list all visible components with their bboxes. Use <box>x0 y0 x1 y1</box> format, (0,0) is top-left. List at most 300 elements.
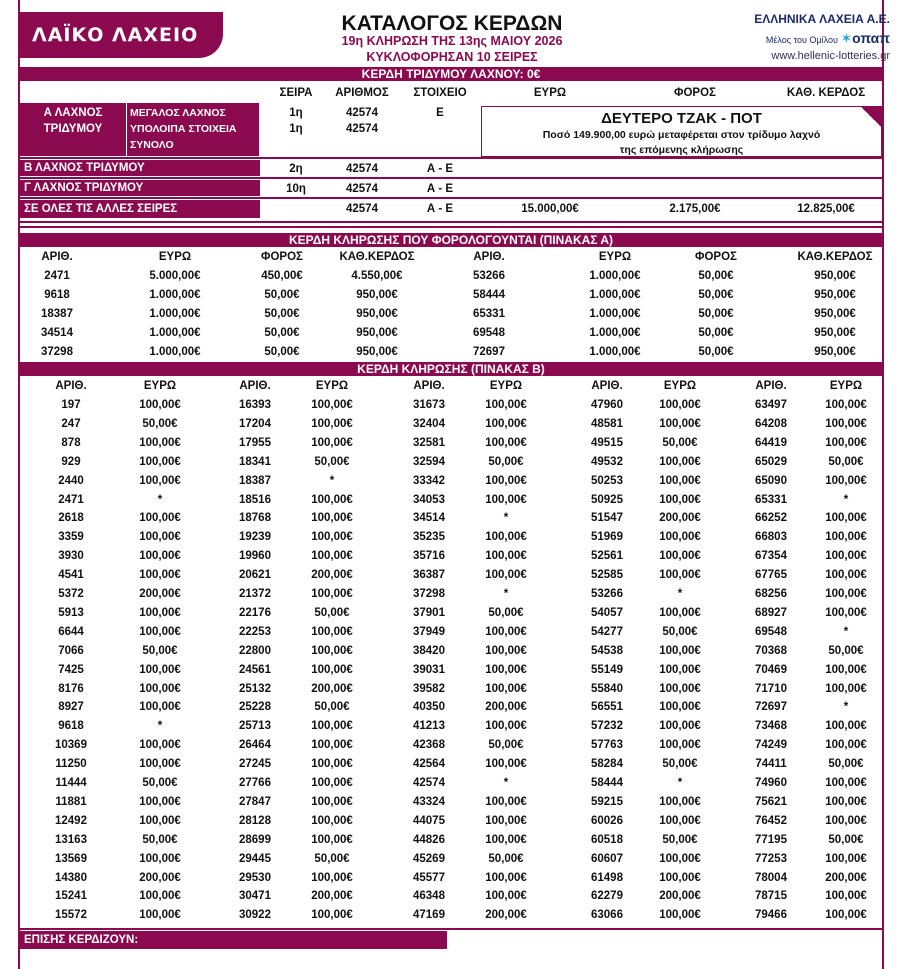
table-b-cell-euro: 50,00€ <box>314 852 350 865</box>
table-b-cell-num: 74249 <box>755 739 787 752</box>
table-b-cell-num: 42564 <box>413 758 445 771</box>
table-b-header-num: ΑΡΙΘ. <box>55 380 87 392</box>
also-win-label: ΕΠΙΣΗΣ ΚΕΡΔΙΖΟΥΝ: <box>24 934 139 946</box>
table-b-cell-num: 66252 <box>755 512 787 525</box>
table-a-header-net: ΚΑΘ.ΚΕΡΔΟΣ <box>339 251 415 263</box>
table-b-cell-euro: 100,00€ <box>659 531 701 544</box>
table-b-cell-num: 27766 <box>239 777 271 789</box>
table-b-cell-num: 49532 <box>591 455 623 468</box>
table-b-cell-euro: 200,00€ <box>659 512 701 525</box>
table-b-cell-num: 64208 <box>755 417 787 430</box>
table-b-cell-euro: 100,00€ <box>139 625 181 638</box>
table-b-cell-num: 7425 <box>58 663 84 676</box>
table-a-header-euro: ΕΥΡΩ <box>598 251 632 263</box>
table-b-cell-num: 78715 <box>755 890 787 903</box>
col-tax: ΦΟΡΟΣ <box>674 87 716 99</box>
table-b-cell-euro: 50,00€ <box>488 852 524 865</box>
table-b-cell-euro: 200,00€ <box>825 871 867 884</box>
table-b-cell-euro: 100,00€ <box>311 625 353 638</box>
divider <box>20 157 882 159</box>
table-b-cell-euro: 100,00€ <box>139 550 181 563</box>
table-a-cell-net: 950,00€ <box>814 308 856 320</box>
a2-series: 1η <box>289 123 303 135</box>
table-b-cell-num: 18768 <box>239 512 271 525</box>
table-b-cell-num: 32581 <box>413 436 445 449</box>
table-b-cell-num: 29530 <box>239 871 271 884</box>
table-b-cell-euro: 100,00€ <box>139 909 181 922</box>
table-a-header-net: ΚΑΘ.ΚΕΡΔΟΣ <box>797 251 873 263</box>
table-b-cell-euro: 100,00€ <box>139 682 181 695</box>
table-b-cell-euro: 100,00€ <box>485 814 527 827</box>
table-b-cell-num: 64419 <box>755 436 787 449</box>
table-b-cell-num: 25228 <box>239 701 271 714</box>
table-b-cell-num: 77253 <box>755 852 787 865</box>
a2-number: 42574 <box>346 123 378 135</box>
table-b-cell-num: 16393 <box>239 399 271 411</box>
table-b-cell-euro: 100,00€ <box>485 474 527 487</box>
table-b-cell-euro: 100,00€ <box>139 852 181 865</box>
table-b-cell-euro: 100,00€ <box>485 493 527 506</box>
table-b-cell-euro: 100,00€ <box>311 795 353 808</box>
table-b-cell-euro: 100,00€ <box>139 399 181 411</box>
table-b-cell-num: 4541 <box>58 569 84 582</box>
table-b-cell-euro: 50,00€ <box>314 455 350 468</box>
table-b-cell-euro: 200,00€ <box>139 871 181 884</box>
table-b-header-num: ΑΡΙΘ. <box>591 380 623 392</box>
org-member <box>720 30 890 47</box>
table-b-cell-num: 197 <box>61 399 81 411</box>
table-b-cell-euro: * <box>843 625 849 638</box>
table-a-cell-tax: 50,00€ <box>698 270 734 282</box>
table-b-cell-num: 46348 <box>413 890 445 903</box>
table-b-cell-num: 53266 <box>591 588 623 600</box>
table-b-cell-num: 19239 <box>239 531 271 544</box>
table-a-cell-euro: 1.000,00€ <box>149 327 201 339</box>
b-label: Β ΛΑΧΝΟΣ ΤΡΙΔΥΜΟΥ <box>24 162 145 174</box>
table-a-header-tax: ΦΟΡΟΣ <box>261 251 303 263</box>
table-b-header-euro: ΕΥΡΩ <box>829 380 863 392</box>
table-b-cell-num: 32404 <box>413 417 445 430</box>
table-b-cell-euro: 100,00€ <box>485 890 527 903</box>
table-b-cell-num: 45269 <box>413 852 445 865</box>
table-b-cell-num: 43324 <box>413 795 445 808</box>
table-b-cell-euro: 50,00€ <box>828 758 864 771</box>
table-b-cell-euro: 100,00€ <box>825 663 867 676</box>
table-b-cell-num: 63497 <box>755 399 787 411</box>
table-a-cell-euro: 1.000,00€ <box>149 346 201 358</box>
table-b-cell-num: 52561 <box>591 550 623 563</box>
table-a-cell-euro: 1.000,00€ <box>149 308 201 320</box>
table-a-header-num: ΑΡΙΘ. <box>473 251 505 263</box>
table-b-cell-euro: 200,00€ <box>311 890 353 903</box>
table-b-cell-euro: 100,00€ <box>311 871 353 884</box>
table-b-cell-euro: 100,00€ <box>485 720 527 733</box>
table-b-cell-num: 17955 <box>239 436 271 449</box>
table-b-cell-num: 18387 <box>239 474 271 487</box>
table-b-cell-num: 50925 <box>591 493 623 506</box>
table-b-cell-euro: 50,00€ <box>142 417 178 430</box>
table-b-cell-euro: 100,00€ <box>139 455 181 468</box>
table-b-cell-euro: 200,00€ <box>311 682 353 695</box>
table-b-cell-euro: * <box>843 701 849 714</box>
all-number: 42574 <box>346 203 378 215</box>
table-a-cell-net: 950,00€ <box>356 308 398 320</box>
table-b-cell-num: 3930 <box>58 550 84 563</box>
table-b-cell-euro: * <box>157 720 163 733</box>
table-b-header-euro: ΕΥΡΩ <box>663 380 697 392</box>
table-b-cell-euro: 100,00€ <box>311 417 353 430</box>
table-b-cell-num: 26464 <box>239 739 271 752</box>
table-b-cell-num: 11881 <box>55 795 87 808</box>
table-b-cell-euro: 50,00€ <box>488 455 524 468</box>
table-b-cell-euro: 100,00€ <box>139 758 181 771</box>
b-number: 42574 <box>346 163 378 175</box>
website[interactable]: www.hellenic-lotteries.gr <box>771 50 890 62</box>
table-b-cell-euro: 100,00€ <box>485 663 527 676</box>
table-b-cell-num: 247 <box>61 417 81 430</box>
table-b-cell-euro: 100,00€ <box>659 493 701 506</box>
table-b-cell-num: 57232 <box>591 720 623 733</box>
table-a-cell-tax: 50,00€ <box>698 327 734 339</box>
table-b-cell-euro: 100,00€ <box>485 871 527 884</box>
table-b-cell-num: 2440 <box>58 474 84 487</box>
org-name: ΕΛΛΗΝΙΚΑ ΛΑΧΕΙΑ Α.Ε. <box>754 12 890 26</box>
table-b-cell-num: 30471 <box>239 890 271 903</box>
table-b-cell-num: 20621 <box>239 569 271 582</box>
table-b-cell-euro: 100,00€ <box>659 795 701 808</box>
table-b-cell-num: 54057 <box>591 606 623 619</box>
table-b-cell-euro: 50,00€ <box>828 644 864 657</box>
table-b-cell-euro: 100,00€ <box>825 795 867 808</box>
table-b-cell-num: 44075 <box>413 814 445 827</box>
jackpot-line-1: Ποσό 149.900,00 ευρώ μεταφέρεται στον τρίδυμο λαχνό <box>542 129 821 141</box>
table-b-cell-num: 37901 <box>413 606 445 619</box>
table-b-cell-num: 15241 <box>55 890 87 903</box>
table-b-cell-euro: 100,00€ <box>659 814 701 827</box>
table-b-cell-num: 58284 <box>591 758 623 771</box>
table-b-cell-num: 13163 <box>55 833 87 846</box>
table-a-header-euro: ΕΥΡΩ <box>158 251 192 263</box>
table-b-cell-num: 74960 <box>755 777 787 789</box>
table-b-cell-euro: 200,00€ <box>139 588 181 600</box>
table-b-cell-euro: 100,00€ <box>485 644 527 657</box>
table-b-cell-num: 60607 <box>591 852 623 865</box>
member-prefix: Μέλος του Ομίλου <box>765 35 838 45</box>
table-a-cell-net: 950,00€ <box>814 346 856 358</box>
table-b-cell-euro: 50,00€ <box>142 644 178 657</box>
table-a-cell-tax: 50,00€ <box>264 289 300 301</box>
table-b-cell-euro: 100,00€ <box>139 512 181 525</box>
table-b-cell-num: 38420 <box>413 644 445 657</box>
a-sub-2: ΥΠΟΛΟΙΠΑ ΣΤΟΙΧΕΙΑ <box>130 123 237 135</box>
divider <box>20 221 882 223</box>
table-a-cell-num: 37298 <box>41 346 73 358</box>
table-b-cell-num: 67765 <box>755 569 787 582</box>
table-b-cell-euro: 50,00€ <box>662 625 698 638</box>
table-a-cell-num: 53266 <box>473 270 505 282</box>
table-b-cell-euro: 100,00€ <box>139 663 181 676</box>
table-a-cell-net: 950,00€ <box>356 327 398 339</box>
table-a-cell-euro: 1.000,00€ <box>149 289 201 301</box>
table-a-cell-num: 69548 <box>473 327 505 339</box>
table-b-cell-euro: 100,00€ <box>311 436 353 449</box>
table-a-cell-net: 950,00€ <box>356 289 398 301</box>
table-b-cell-euro: 100,00€ <box>139 569 181 582</box>
table-b-cell-num: 6644 <box>58 625 84 638</box>
b-series: 2η <box>289 163 303 175</box>
table-b-cell-euro: 100,00€ <box>311 644 353 657</box>
table-a-cell-num: 18387 <box>41 308 73 320</box>
table-b-cell-euro: 100,00€ <box>485 417 527 430</box>
table-b-cell-num: 5913 <box>58 606 84 619</box>
g-label: Γ ΛΑΧΝΟΣ ΤΡΙΔΥΜΟΥ <box>24 182 144 194</box>
table-b-cell-num: 70469 <box>755 663 787 676</box>
table-b-cell-num: 58444 <box>591 777 623 789</box>
table-a-header-tax: ΦΟΡΟΣ <box>695 251 737 263</box>
all-label: ΣΕ ΟΛΕΣ ΤΙΣ ΑΛΛΕΣ ΣΕΙΡΕΣ <box>24 203 178 215</box>
table-b-cell-euro: 50,00€ <box>828 455 864 468</box>
a1-number: 42574 <box>346 107 378 119</box>
a-label-1: Α ΛΑΧΝΟΣ <box>43 107 103 119</box>
b-element: Α - Ε <box>426 163 454 175</box>
table-a-cell-euro: 1.000,00€ <box>589 308 641 320</box>
table-b-cell-num: 68927 <box>755 606 787 619</box>
table-b-cell-num: 71710 <box>755 682 787 695</box>
table-b-cell-num: 55149 <box>591 663 623 676</box>
logo: ΛΑΪΚΟ ΛΑΧΕΙΟ <box>18 12 223 58</box>
table-b-cell-num: 44826 <box>413 833 445 846</box>
table-b-cell-num: 74411 <box>755 758 787 771</box>
table-b-cell-euro: 100,00€ <box>485 682 527 695</box>
table-a-cell-net: 950,00€ <box>356 346 398 358</box>
table-b-cell-euro: 200,00€ <box>485 701 527 714</box>
table-a-cell-num: 34514 <box>41 327 73 339</box>
table-b-cell-euro: 100,00€ <box>139 739 181 752</box>
table-b-cell-euro: * <box>157 493 163 506</box>
table-b-cell-euro: 100,00€ <box>311 814 353 827</box>
table-a-cell-euro: 1.000,00€ <box>589 327 641 339</box>
member-brand: οπαπ <box>852 30 890 46</box>
table-b-cell-euro: * <box>503 777 509 789</box>
table-b-cell-euro: 100,00€ <box>825 436 867 449</box>
table-b-cell-euro: 100,00€ <box>311 909 353 922</box>
table-b-cell-num: 69548 <box>755 625 787 638</box>
table-b-cell-euro: 100,00€ <box>311 512 353 525</box>
table-b-cell-euro: * <box>503 512 509 525</box>
table-b-cell-num: 41213 <box>413 720 445 733</box>
table-b-cell-num: 9618 <box>58 720 84 733</box>
table-b-cell-num: 21372 <box>239 588 271 600</box>
table-b-cell-num: 73468 <box>755 720 787 733</box>
col-series: ΣΕΙΡΑ <box>279 87 313 99</box>
table-a-cell-tax: 50,00€ <box>264 327 300 339</box>
col-euro: ΕΥΡΩ <box>533 87 567 99</box>
table-b-cell-num: 62279 <box>591 890 623 903</box>
table-b-cell-euro: 100,00€ <box>659 606 701 619</box>
table-a-cell-net: 950,00€ <box>814 270 856 282</box>
table-b-cell-euro: 100,00€ <box>825 399 867 411</box>
table-b-cell-num: 15572 <box>55 909 87 922</box>
table-b-header-euro: ΕΥΡΩ <box>489 380 523 392</box>
table-b-cell-num: 60518 <box>591 833 623 846</box>
table-b-cell-num: 3359 <box>58 531 84 544</box>
table-b-cell-num: 14380 <box>55 871 87 884</box>
table-b-cell-num: 59215 <box>591 795 623 808</box>
table-b-cell-euro: 100,00€ <box>485 758 527 771</box>
table-a-cell-num: 58444 <box>473 289 505 301</box>
a1-series: 1η <box>289 107 303 119</box>
table-a-cell-net: 4.550,00€ <box>351 270 403 282</box>
table-b-cell-euro: 100,00€ <box>659 909 701 922</box>
table-a-cell-net: 950,00€ <box>814 289 856 301</box>
table-a-cell-tax: 50,00€ <box>698 346 734 358</box>
table-b-cell-num: 30922 <box>239 909 271 922</box>
all-tax: 2.175,00€ <box>669 203 721 215</box>
col-net: ΚΑΘ. ΚΕΡΔΟΣ <box>786 87 866 99</box>
table-b-cell-num: 68256 <box>755 588 787 600</box>
table-b-cell-euro: 50,00€ <box>662 758 698 771</box>
table-b-cell-euro: 100,00€ <box>825 474 867 487</box>
table-b-cell-euro: 100,00€ <box>825 852 867 865</box>
table-b-cell-euro: 100,00€ <box>825 890 867 903</box>
table-b-cell-euro: 100,00€ <box>485 399 527 411</box>
a-label-2: ΤΡΙΔΥΜΟΥ <box>43 123 103 135</box>
g-element: Α - Ε <box>426 183 454 195</box>
table-b-cell-num: 39031 <box>413 663 445 676</box>
table-a-cell-num: 9618 <box>44 289 70 301</box>
table-b-cell-euro: 200,00€ <box>485 909 527 922</box>
table-b-cell-euro: 100,00€ <box>139 701 181 714</box>
table-b-cell-euro: 200,00€ <box>311 569 353 582</box>
table-b-cell-num: 8927 <box>58 701 84 714</box>
all-element: Α - Ε <box>426 203 454 215</box>
table-b-cell-num: 51547 <box>591 512 623 525</box>
table-b-cell-num: 27245 <box>239 758 271 771</box>
table-b-cell-num: 70368 <box>755 644 787 657</box>
table-b-cell-euro: * <box>329 474 335 487</box>
table-b-cell-num: 51969 <box>591 531 623 544</box>
divider <box>20 928 882 930</box>
table-b-cell-num: 29445 <box>239 852 271 865</box>
g-series: 10η <box>286 183 306 195</box>
table-b-cell-num: 36387 <box>413 569 445 582</box>
table-b-cell-num: 52585 <box>591 569 623 582</box>
table-b-cell-euro: 50,00€ <box>828 833 864 846</box>
table-b-cell-euro: 50,00€ <box>662 436 698 449</box>
a-sub-3: ΣΥΝΟΛΟ <box>130 139 174 151</box>
table-b-cell-num: 39582 <box>413 682 445 695</box>
table-b-cell-euro: 100,00€ <box>139 890 181 903</box>
table-b-cell-euro: 100,00€ <box>485 833 527 846</box>
table-b-cell-num: 17204 <box>239 417 271 430</box>
table-b-cell-num: 8176 <box>58 682 84 695</box>
triple-bar: ΚΕΡΔΗ ΤΡΙΔΥΜΟΥ ΛΑΧΝΟΥ: 0€ <box>20 67 882 81</box>
table-b-cell-euro: 100,00€ <box>825 682 867 695</box>
table-b-cell-num: 45577 <box>413 871 445 884</box>
table-b-cell-euro: 100,00€ <box>659 644 701 657</box>
table-b-cell-euro: 100,00€ <box>311 758 353 771</box>
table-b-cell-num: 31673 <box>413 399 445 411</box>
jackpot-line-2: της επόμενης κλήρωσης <box>619 144 744 156</box>
jackpot-title: ΔΕΥΤΕΡΟ ΤΖΑΚ - ΠΟΤ <box>601 110 762 127</box>
table-b-cell-num: 12492 <box>55 814 87 827</box>
table-b-cell-num: 28699 <box>239 833 271 846</box>
table-b-cell-euro: 100,00€ <box>311 550 353 563</box>
table-b-cell-euro: 200,00€ <box>659 890 701 903</box>
table-b-cell-num: 61498 <box>591 871 623 884</box>
table-b-cell-num: 24561 <box>239 663 271 676</box>
table-b-cell-euro: 100,00€ <box>311 720 353 733</box>
table-a-cell-euro: 1.000,00€ <box>589 346 641 358</box>
table-a-cell-euro: 5.000,00€ <box>149 270 201 282</box>
page-title: ΚΑΤΑΛΟΓΟΣ ΚΕΡΔΩΝ <box>341 12 563 35</box>
table-a-cell-euro: 1.000,00€ <box>589 289 641 301</box>
table-b-cell-num: 65029 <box>755 455 787 468</box>
table-b-cell-num: 929 <box>61 455 81 468</box>
table-a-cell-euro: 1.000,00€ <box>589 270 641 282</box>
table-b-cell-num: 37298 <box>413 588 445 600</box>
col-number: ΑΡΙΘΜΟΣ <box>335 87 389 99</box>
table-b-cell-num: 55840 <box>591 682 623 695</box>
table-b-cell-num: 66803 <box>755 531 787 544</box>
table-b-cell-euro: 100,00€ <box>659 852 701 865</box>
table-a-cell-num: 72697 <box>473 346 505 358</box>
table-b-cell-num: 7066 <box>58 644 84 657</box>
table-b-cell-euro: 100,00€ <box>311 833 353 846</box>
table-b-cell-euro: 100,00€ <box>485 531 527 544</box>
table-b-cell-num: 27847 <box>239 795 271 808</box>
table-b-cell-euro: 100,00€ <box>311 399 353 411</box>
table-b-cell-num: 2618 <box>58 512 84 525</box>
circulated-info: ΚΥΚΛΟΦΟΡΗΣΑΝ 10 ΣΕΙΡΕΣ <box>366 50 538 64</box>
table-b-cell-num: 13569 <box>55 852 87 865</box>
table-b-cell-num: 75621 <box>755 795 787 808</box>
table-b-cell-euro: 100,00€ <box>825 417 867 430</box>
table-b-cell-euro: 100,00€ <box>311 493 353 506</box>
table-b-cell-num: 35235 <box>413 531 445 544</box>
table-b-cell-num: 5372 <box>58 588 84 600</box>
table-b-cell-euro: 100,00€ <box>139 531 181 544</box>
table-b-cell-num: 19960 <box>239 550 271 563</box>
table-b-cell-euro: 100,00€ <box>659 720 701 733</box>
table-b-cell-euro: 100,00€ <box>139 606 181 619</box>
table-b-cell-num: 54538 <box>591 644 623 657</box>
table-b-cell-num: 56551 <box>591 701 623 714</box>
table-a-cell-tax: 50,00€ <box>264 346 300 358</box>
table-b-cell-num: 37949 <box>413 625 445 638</box>
all-euro: 15.000,00€ <box>521 203 579 215</box>
table-b-cell-euro: 100,00€ <box>659 663 701 676</box>
table-b-cell-num: 22800 <box>239 644 271 657</box>
table-b-cell-euro: 100,00€ <box>659 550 701 563</box>
table-b-cell-euro: 100,00€ <box>825 814 867 827</box>
table-b-cell-euro: 100,00€ <box>311 531 353 544</box>
table-b-cell-num: 878 <box>61 436 81 449</box>
table-a-cell-net: 950,00€ <box>814 327 856 339</box>
table-b-cell-euro: * <box>677 777 683 789</box>
table-b-cell-num: 22176 <box>239 606 271 619</box>
table-b-cell-euro: 100,00€ <box>485 625 527 638</box>
table-a-cell-tax: 50,00€ <box>698 308 734 320</box>
table-b-cell-euro: 100,00€ <box>311 588 353 600</box>
table-b-cell-euro: 100,00€ <box>659 399 701 411</box>
table-b-cell-num: 47169 <box>413 909 445 922</box>
table-b-cell-num: 79466 <box>755 909 787 922</box>
table-b-cell-num: 33342 <box>413 474 445 487</box>
a-sub-1: ΜΕΓΑΛΟΣ ΛΑΧΝΟΣ <box>130 107 226 119</box>
table-b-cell-num: 28128 <box>239 814 271 827</box>
table-b-cell-euro: 100,00€ <box>659 474 701 487</box>
